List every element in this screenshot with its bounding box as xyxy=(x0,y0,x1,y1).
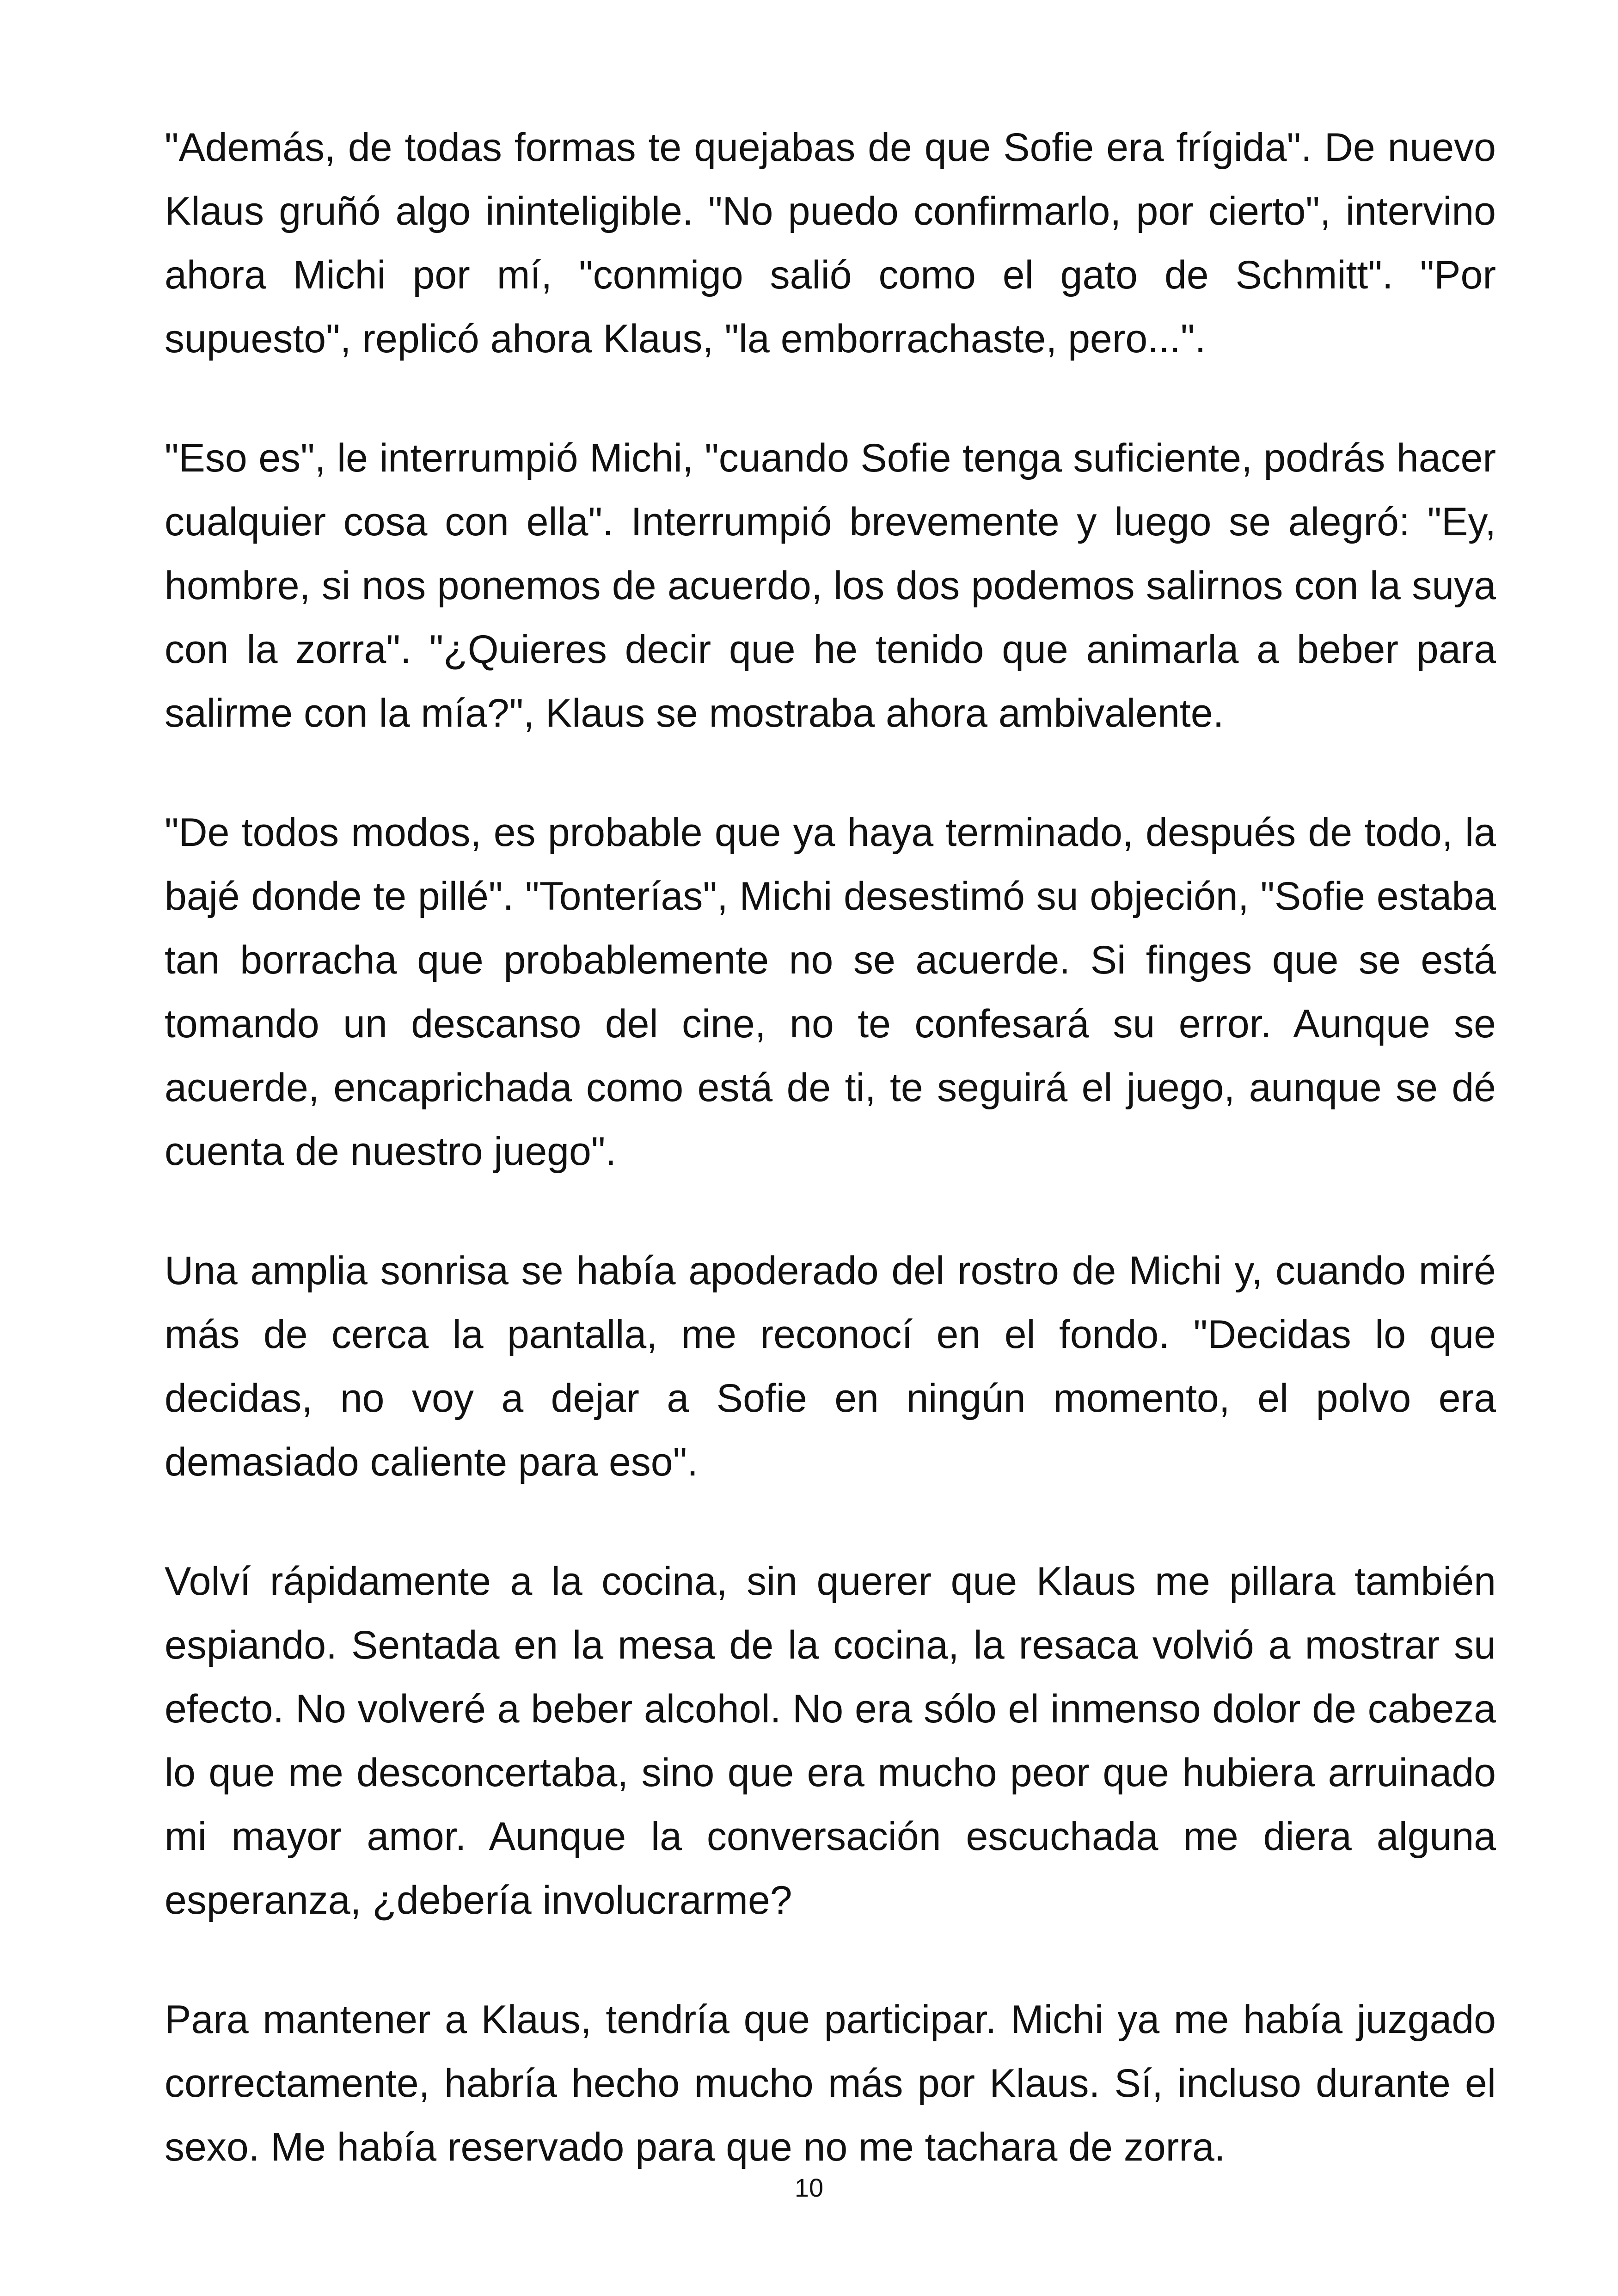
page-number: 10 xyxy=(794,2173,824,2202)
paragraph-5: Volví rápidamente a la cocina, sin querer que Klaus me pillara también espiando. Sentada en la mesa de la cocina, la resaca volvió a mostrar su efecto. No volveré a beber alcohol. No era sólo el inmenso dolor de cabeza lo que me desconcertaba, sino que era mucho peor que hubiera arruinado mi mayor amor. Aunque la conversación escuchada me diera alguna esperanza, ¿debería involucrarme? xyxy=(165,1559,1496,1923)
paragraph-6: Para mantener a Klaus, tendría que participar. Michi ya me había juzgado correctamente, habría hecho mucho más por Klaus. Sí, incluso durante el sexo. Me había reservado para que no me tachara de zorra. xyxy=(165,1997,1496,2169)
paragraph-2: "Eso es", le interrumpió Michi, "cuando Sofie tenga suficiente, podrás hacer cualquier cosa con ella". Interrumpió brevemente y luego se alegró: "Ey, hombre, si nos ponemos de acuerdo, los dos podemos salirnos con la suya con la zorra". "¿Quieres decir que he tenido que animarla a beber para salirme con la mía?", Klaus se mostraba ahora ambivalente. xyxy=(165,436,1496,735)
paragraph-3: "De todos modos, es probable que ya haya terminado, después de todo, la bajé donde te pillé". "Tonterías", Michi desestimó su objeción, "Sofie estaba tan borracha que probablemente no se acuerde. Si finges que se está tomando un descanso del cine, no te confesará su error. Aunque se acuerde, encaprichada como está de ti, te seguirá el juego, aunque se dé cuenta de nuestro juego". xyxy=(165,810,1496,1174)
paragraph-4: Una amplia sonrisa se había apoderado del rostro de Michi y, cuando miré más de cerca la pantalla, me reconocí en el fondo. "Decidas lo que decidas, no voy a dejar a Sofie en ningún momento, el polvo era demasiado caliente para eso". xyxy=(165,1249,1496,1484)
paragraph-1: "Además, de todas formas te quejabas de que Sofie era frígida". De nuevo Klaus gruñó algo ininteligible. "No puedo confirmarlo, por cierto", intervino ahora Michi por mí, "conmigo salió como el gato de Schmitt". "Por supuesto", replicó ahora Klaus, "la emborrachaste, pero...". xyxy=(165,125,1496,361)
body-text xyxy=(165,116,1496,2235)
